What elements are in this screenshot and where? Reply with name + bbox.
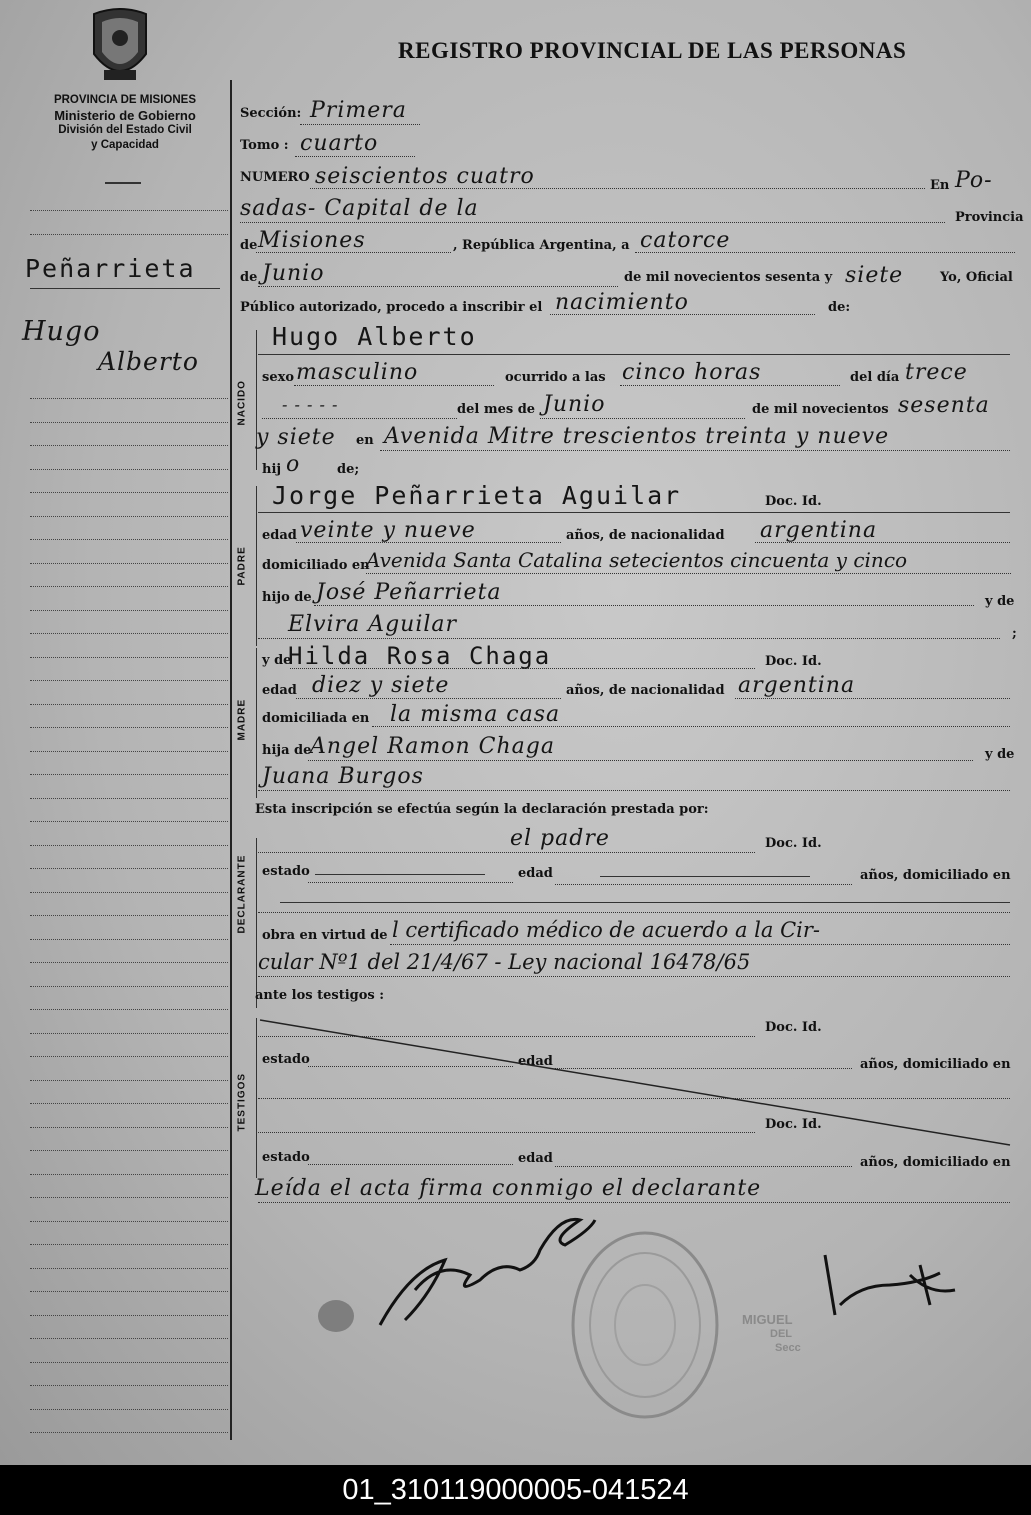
- ocurrido-label: ocurrido a las: [505, 370, 606, 385]
- estado-declarante-dots: [308, 882, 513, 883]
- tomo-dots: [295, 156, 415, 157]
- side-madre: MADRE: [236, 698, 248, 741]
- mes-value: Junio: [262, 261, 325, 286]
- margin-rule: [30, 892, 228, 893]
- anos-nac-madre-label: años, de nacionalidad: [566, 683, 725, 698]
- tomo-label: Tomo :: [240, 138, 289, 153]
- madre-doc-label: Doc. Id.: [765, 654, 822, 669]
- edad-padre-label: edad: [262, 528, 297, 543]
- de2-label: de: [240, 270, 258, 285]
- margin-rule: [30, 1385, 228, 1386]
- tomo-value: cuarto: [300, 131, 379, 156]
- declarante-dom-line: [280, 902, 1010, 903]
- anos-dom-testigo1-label: años, domiciliado en: [860, 1057, 1011, 1072]
- margin-rule: [30, 516, 228, 517]
- margin-rule: [30, 657, 228, 658]
- republica-label: , República Argentina, a: [453, 238, 630, 253]
- anio-value: siete: [845, 263, 904, 288]
- margin-rule: [30, 821, 228, 822]
- numero-dots: [310, 188, 925, 189]
- ink-smudge: [318, 1300, 354, 1332]
- margin-rule: [30, 1197, 228, 1198]
- declarante-dom-dots: [258, 912, 1010, 913]
- anos-dom-declarante-label: años, domiciliado en: [860, 868, 1011, 883]
- dash-value: - - - - -: [282, 395, 339, 414]
- margin-rule: [30, 633, 228, 634]
- margin-rule: [30, 868, 228, 869]
- y-de-madre-label: y de: [985, 747, 1015, 762]
- provincia-label: Provincia: [955, 210, 1024, 225]
- ante-label: ante los testigos :: [255, 988, 385, 1003]
- nac-madre-dots: [735, 698, 1010, 699]
- hija-de-label: hija de: [262, 743, 312, 758]
- stamp-name: MIGUEL: [742, 1312, 793, 1327]
- edad-declarante-label: edad: [518, 866, 553, 881]
- margin-rule: [30, 680, 228, 681]
- margin-rule: [30, 798, 228, 799]
- obra1-value: l certificado médico de acuerdo a la Cir-: [392, 918, 821, 942]
- ciudad-value: sadas- Capital de la: [240, 196, 479, 221]
- side-nacido: NACIDO: [236, 380, 248, 426]
- edad-testigo1-label: edad: [518, 1054, 553, 1069]
- margin-rule: [30, 234, 228, 235]
- madre-value: Hilda Rosa Chaga: [288, 642, 552, 670]
- dia-value: trece: [905, 360, 968, 385]
- estado-testigo1-label: estado: [262, 1052, 310, 1067]
- dia-letras-value: catorce: [640, 228, 731, 253]
- province-name: PROVINCIA DE MISIONES: [53, 94, 197, 106]
- stamp-line2: DEL: [770, 1328, 792, 1340]
- provincial-crest-icon: [88, 8, 152, 88]
- edad-testigo2-label: edad: [518, 1151, 553, 1166]
- margin-rule: [30, 469, 228, 470]
- testigos-crossout-line: [255, 1015, 1015, 1150]
- hijo-label: hij: [262, 462, 282, 477]
- siete-en-value: y siete: [256, 425, 336, 450]
- mes-nac-value: Junio: [543, 392, 606, 417]
- margin-rule: [30, 939, 228, 940]
- margin-rule: [30, 1056, 228, 1057]
- margin-rule: [30, 1409, 228, 1410]
- margin-rule: [30, 845, 228, 846]
- margin-rule: [30, 774, 228, 775]
- margin-surname: Peñarrieta: [25, 254, 196, 283]
- declarant-signature: [780, 1245, 970, 1325]
- del-dia-label: del día: [850, 370, 900, 385]
- abuelo-p-value: José Peñarrieta: [316, 580, 502, 605]
- margin-given2: Alberto: [98, 347, 199, 376]
- margin-rule: [30, 751, 228, 752]
- margin-rule: [30, 1221, 228, 1222]
- seccion-dots: [300, 124, 420, 125]
- hora-value: cinco horas: [622, 360, 762, 385]
- estado-declarante-line: [315, 874, 485, 875]
- domiciliada-label: domiciliada en: [262, 711, 370, 726]
- en-label: En: [930, 178, 950, 193]
- header-block: [30, 93, 220, 153]
- padre-top-rule: [258, 512, 1010, 513]
- dia-letras-dots: [635, 252, 1015, 253]
- padre-doc-label: Doc. Id.: [765, 494, 822, 509]
- abuela-m-value: Juana Burgos: [262, 764, 424, 789]
- side-padre: PADRE: [236, 546, 248, 586]
- edad-madre-label: edad: [262, 683, 297, 698]
- margin-rule: [30, 1291, 228, 1292]
- abuelo-m-value: Angel Ramon Chaga: [310, 734, 555, 759]
- madre-dots: [290, 668, 755, 669]
- anos-nac-padre-label: años, de nacionalidad: [566, 528, 725, 543]
- de-label: de: [240, 238, 258, 253]
- testigo2-doc-label: Doc. Id.: [765, 1117, 822, 1132]
- de-colon-label: de:: [828, 300, 851, 315]
- estado-declarante-label: estado: [262, 864, 310, 879]
- edad-padre-value: veinte y nueve: [300, 518, 476, 543]
- obra2-value: cular Nº1 del 21/4/67 - Ley nacional 16478/65: [258, 950, 751, 974]
- margin-rule: [30, 398, 228, 399]
- margin-rule: [30, 1432, 228, 1433]
- edad-madre-value: diez y siete: [312, 673, 450, 698]
- margin-rule: [30, 1338, 228, 1339]
- dom-madre-value: la misma casa: [390, 702, 561, 727]
- lugar-dots: [380, 450, 1010, 451]
- acto-dots: [550, 314, 815, 315]
- margin-rule: [30, 1080, 228, 1081]
- mil-novecientos-label: de mil novecientos: [752, 402, 889, 417]
- edad-padre-dots: [296, 542, 561, 543]
- declarante-value: el padre: [510, 826, 610, 851]
- header-divider: [105, 182, 141, 184]
- mes-dots: [258, 286, 618, 287]
- seccion-value: Primera: [310, 98, 407, 123]
- margin-given1: Hugo: [22, 316, 101, 347]
- abuela-m-dots: [258, 790, 1010, 791]
- numero-label: NUMERO: [240, 170, 310, 185]
- ministry-name: Ministerio de Gobierno: [54, 108, 196, 123]
- margin-surname-rule: [30, 288, 220, 289]
- numero-value: seiscientos cuatro: [315, 164, 535, 189]
- acto-value: nacimiento: [555, 290, 689, 315]
- margin-rule: [30, 1174, 228, 1175]
- margin-rule: [30, 586, 228, 587]
- margin-rule: [30, 986, 228, 987]
- edad-testigo2-dots: [555, 1166, 852, 1167]
- declarante-bracket: [256, 838, 257, 1008]
- margin-rule: [30, 704, 228, 705]
- obra1-dots: [390, 944, 1010, 945]
- sexo-value: masculino: [296, 360, 419, 385]
- nac-madre-value: argentina: [738, 673, 856, 698]
- margin-rule: [30, 539, 228, 540]
- obra-label: obra en virtud de: [262, 928, 388, 943]
- margin-rule: [30, 1244, 228, 1245]
- esta-inscripcion-label: Esta inscripción se efectúa según la declaración prestada por:: [255, 802, 709, 817]
- margin-rule: [30, 445, 228, 446]
- margin-rule: [30, 1268, 228, 1269]
- side-testigos: TESTIGOS: [236, 1072, 248, 1132]
- sexo-label: sexo: [262, 370, 295, 385]
- dom-madre-dots: [372, 726, 1010, 727]
- abuelo-p-dots: [314, 605, 974, 606]
- margin-rule: [30, 1127, 228, 1128]
- nombre-value: Hugo Alberto: [272, 322, 477, 351]
- nacido-top-rule: [258, 354, 1010, 355]
- domiciliado-label: domiciliado en: [262, 558, 370, 573]
- margin-rule: [30, 915, 228, 916]
- de3-label: de;: [337, 462, 360, 477]
- margin-rule: [30, 1150, 228, 1151]
- margin-rule: [30, 1033, 228, 1034]
- margin-rule: [30, 610, 228, 611]
- stamp-line3: Secc: [775, 1342, 801, 1354]
- edad-madre-dots: [296, 698, 561, 699]
- margin-rule: [30, 1009, 228, 1010]
- y-de-padre-label: y de: [985, 594, 1015, 609]
- side-declarante: DECLARANTE: [236, 854, 248, 934]
- madre-bracket: [256, 648, 257, 798]
- padre-bracket: [256, 486, 257, 646]
- declarante-doc-label: Doc. Id.: [765, 836, 822, 851]
- main-border: [230, 80, 232, 1440]
- hijo-de-label: hijo de: [262, 590, 312, 605]
- del-mes-label: del mes de: [457, 402, 536, 417]
- sexo-dots: [294, 385, 494, 386]
- seccion-label: Sección:: [240, 106, 302, 121]
- nac-padre-dots: [755, 542, 1010, 543]
- provincia-value: Misiones: [258, 228, 366, 253]
- mes-nac-dots: [540, 418, 745, 419]
- dom-padre-value: Avenida Santa Catalina setecientos cincuenta y cinco: [366, 548, 908, 572]
- margin-rule: [30, 1362, 228, 1363]
- ciudad-dots: [240, 222, 945, 223]
- anos-dom-testigo2-label: años, domiciliado en: [860, 1155, 1011, 1170]
- y-de2-label: y de: [262, 653, 292, 668]
- capacity-name: y Capacidad: [91, 139, 159, 151]
- en-value: Po-: [955, 168, 993, 193]
- margin-rule: [30, 492, 228, 493]
- margin-rule: [30, 210, 228, 211]
- hora-dots: [620, 385, 840, 386]
- en2-label: en: [356, 433, 374, 448]
- margin-rule: [30, 1315, 228, 1316]
- abuela-p-value: Elvira Aguilar: [288, 612, 458, 637]
- margin-rule: [30, 962, 228, 963]
- lugar-value: Avenida Mitre trescientos treinta y nueve: [384, 424, 890, 449]
- hijo-letra-value: o: [286, 452, 301, 477]
- margin-rule: [30, 727, 228, 728]
- testigo1-doc-label: Doc. Id.: [765, 1020, 822, 1035]
- yo-oficial-label: Yo, Oficial: [940, 270, 1013, 285]
- dash-dots: [262, 418, 457, 419]
- declarante-dots: [258, 852, 755, 853]
- semicolon-label: ;: [1012, 626, 1017, 641]
- edad-declarante-dots: [555, 884, 852, 885]
- page-title: REGISTRO PROVINCIAL DE LAS PERSONAS: [398, 38, 907, 63]
- abuela-p-dots: [258, 638, 1000, 639]
- edad-declarante-line: [600, 876, 810, 877]
- publico-label: Público autorizado, procedo a inscribir el: [240, 300, 543, 315]
- nac-padre-value: argentina: [760, 518, 878, 543]
- estado-testigo2-label: estado: [262, 1150, 310, 1165]
- margin-rule: [30, 422, 228, 423]
- mil-sesenta-label: de mil novecientos sesenta y: [624, 270, 833, 285]
- margin-rule: [30, 1103, 228, 1104]
- margin-rule: [30, 563, 228, 564]
- obra2-dots: [258, 976, 1010, 977]
- provincia-dots: [256, 252, 451, 253]
- dom-padre-dots: [366, 573, 1011, 574]
- sesenta-value: sesenta: [898, 393, 990, 418]
- file-code-footer: 01_310119000005-041524: [0, 1465, 1031, 1515]
- leida-value: Leída el acta firma conmigo el declarante: [255, 1176, 762, 1201]
- abuelo-m-dots: [308, 760, 973, 761]
- official-seal-stamp: [565, 1225, 725, 1425]
- division-name: División del Estado Civil: [58, 124, 192, 136]
- estado-testigo2-dots: [308, 1164, 513, 1165]
- padre-value: Jorge Peñarrieta Aguilar: [272, 481, 682, 510]
